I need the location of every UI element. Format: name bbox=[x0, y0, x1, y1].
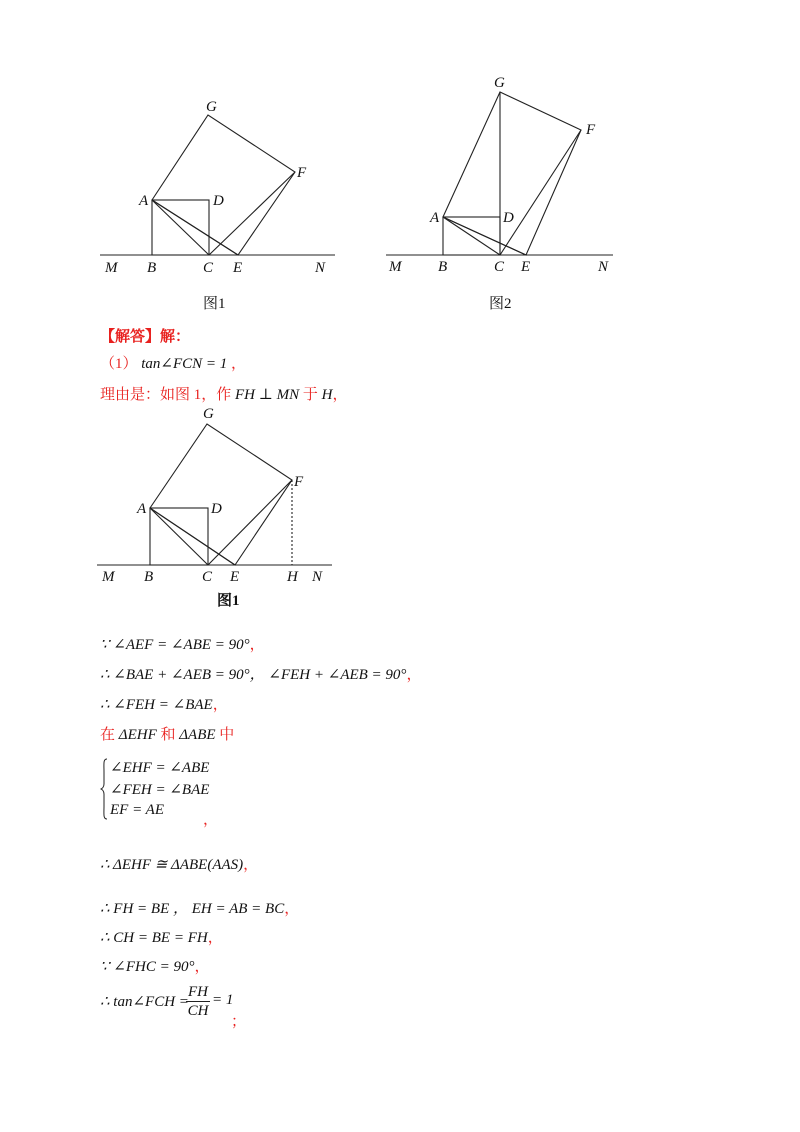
label-g: G bbox=[203, 406, 214, 422]
proof-line-2: ∴ ∠BAE + ∠AEB = 90°， ∠FEH + ∠AEB = 90°， bbox=[100, 667, 422, 683]
fraction-result: = 1 bbox=[212, 992, 234, 1008]
segment-cf bbox=[208, 480, 292, 565]
fraction-denominator: CH bbox=[187, 1003, 209, 1019]
proof-line-7: ∴ CH = BE = FH， bbox=[100, 930, 223, 946]
label-e: E bbox=[521, 259, 531, 275]
label-c: C bbox=[203, 260, 214, 276]
figure-1 bbox=[95, 95, 340, 280]
label-c: C bbox=[494, 259, 505, 275]
label-f: F bbox=[586, 122, 596, 138]
segment-cf bbox=[209, 172, 295, 255]
label-a: A bbox=[139, 193, 149, 209]
proof-line-4: 在 ΔEHF 和 ΔABE 中 bbox=[100, 727, 235, 743]
label-g: G bbox=[206, 99, 217, 115]
segment-ac bbox=[443, 217, 500, 255]
label-m: M bbox=[389, 259, 402, 275]
part1-line bbox=[100, 352, 246, 373]
reason-text-2: 于 bbox=[299, 387, 322, 403]
reason-punct: ， bbox=[332, 387, 348, 403]
figure-3-caption: 图1 bbox=[217, 593, 240, 609]
label-m: M bbox=[102, 569, 115, 585]
figure-3 bbox=[92, 402, 337, 587]
square-aefg bbox=[150, 424, 292, 565]
label-a: A bbox=[137, 501, 147, 517]
label-n: N bbox=[598, 259, 609, 275]
segment-ae bbox=[150, 508, 235, 565]
proof-line-6: ∴ FH = BE ， EH = AB = BC， bbox=[100, 901, 300, 917]
proof-line-8: ∵ ∠FHC = 90°， bbox=[100, 959, 210, 975]
label-n: N bbox=[312, 569, 323, 585]
system-row-3: EF = AE bbox=[110, 802, 165, 818]
reason-line bbox=[100, 383, 348, 404]
label-d: D bbox=[503, 210, 514, 226]
system-row-1: ∠EHF = ∠ABE bbox=[110, 760, 210, 776]
label-n: N bbox=[315, 260, 326, 276]
label-b: B bbox=[144, 569, 154, 585]
part1-formula: tan∠FCN = 1 bbox=[141, 356, 228, 372]
segment-ae bbox=[152, 200, 238, 255]
label-g: G bbox=[494, 75, 505, 91]
label-h: H bbox=[287, 569, 298, 585]
tan-prefix: ∴ tan∠FCH = bbox=[100, 994, 189, 1010]
segment-ac bbox=[152, 200, 209, 255]
final-punct: ； bbox=[231, 1014, 247, 1030]
reason-text: 理由是：如图 1，作 bbox=[100, 387, 236, 403]
label-e: E bbox=[233, 260, 243, 276]
system-row-2: ∠FEH = ∠BAE bbox=[110, 782, 210, 798]
left-brace-icon bbox=[100, 758, 108, 820]
label-b: B bbox=[147, 260, 157, 276]
proof-line-3: ∴ ∠FEH = ∠BAE， bbox=[100, 697, 228, 713]
fraction-numerator: FH bbox=[188, 984, 208, 1000]
answer-header: 【解答】解： bbox=[100, 329, 191, 345]
figure-1-caption: 图1 bbox=[203, 296, 226, 312]
fraction-bar bbox=[186, 1001, 210, 1002]
segment-cf bbox=[500, 130, 581, 255]
segment-ac bbox=[150, 508, 208, 565]
label-d: D bbox=[211, 501, 222, 517]
square-aefg bbox=[152, 115, 295, 255]
part1-punct: ， bbox=[231, 356, 247, 372]
label-f: F bbox=[294, 474, 304, 490]
proof-line-1: ∵ ∠AEF = ∠ABE = 90°， bbox=[100, 637, 265, 653]
label-e: E bbox=[230, 569, 240, 585]
label-f: F bbox=[297, 165, 307, 181]
reason-formula: FH ⊥ MN bbox=[235, 387, 300, 403]
figure-2-caption: 图2 bbox=[489, 296, 512, 312]
part1-number: （1） bbox=[100, 356, 138, 372]
proof-line-5: ∴ ΔEHF ≅ ΔABE(AAS)， bbox=[100, 857, 259, 873]
label-c: C bbox=[202, 569, 213, 585]
label-a: A bbox=[430, 210, 440, 226]
proof-line-9 bbox=[100, 992, 189, 1011]
fraction bbox=[186, 984, 210, 1019]
label-b: B bbox=[438, 259, 448, 275]
label-m: M bbox=[105, 260, 118, 276]
figure-2 bbox=[383, 72, 618, 280]
reason-point-h: H bbox=[321, 387, 333, 403]
label-d: D bbox=[213, 193, 224, 209]
system-punct: ， bbox=[203, 812, 219, 828]
